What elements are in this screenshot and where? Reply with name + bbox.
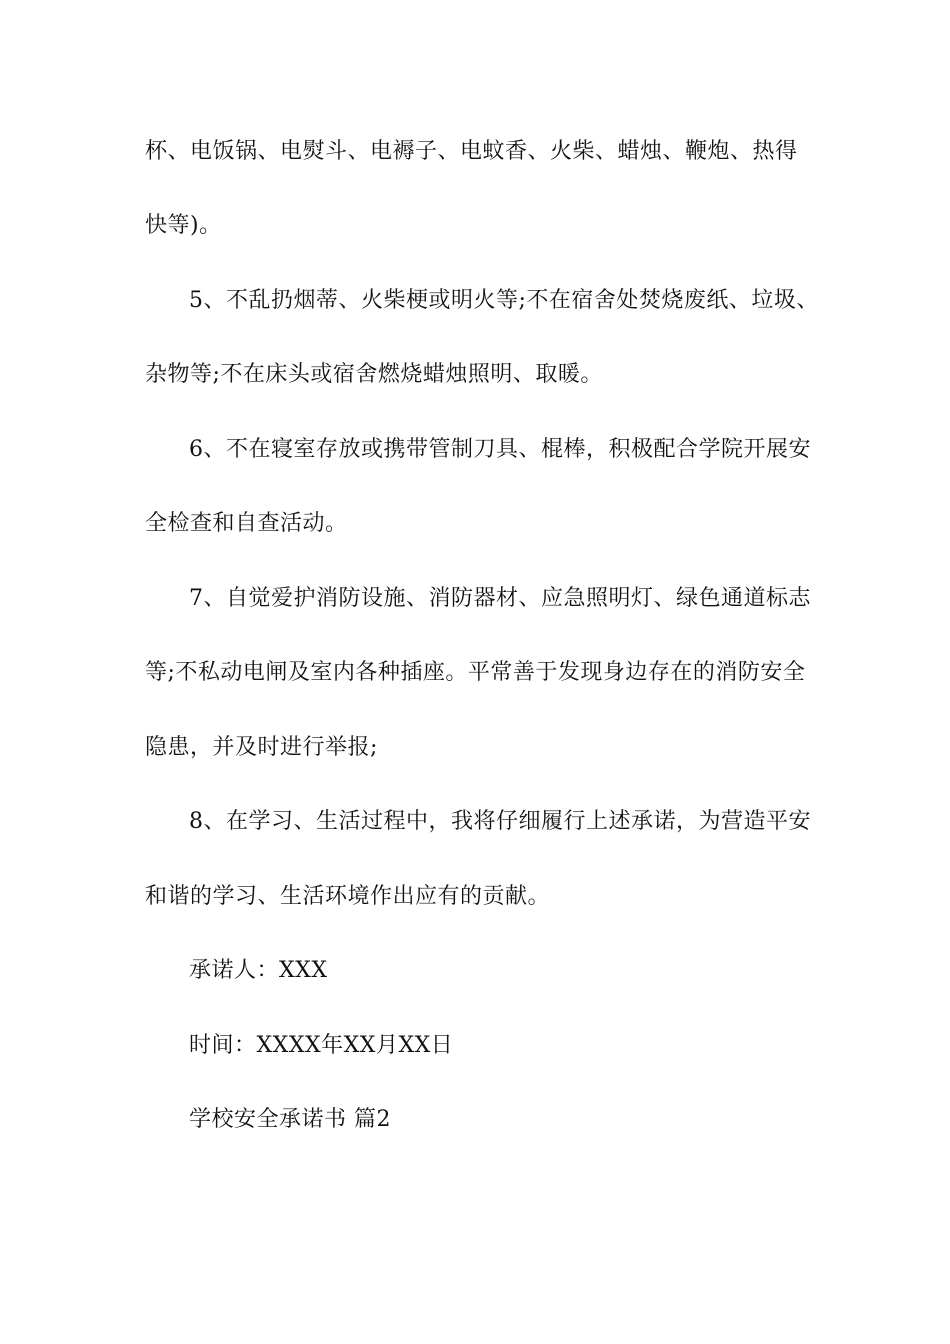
text-line: 和谐的学习、生活环境作出应有的贡献。 [145,884,551,909]
date-line: 时间：XXXX年XX月XX日 [189,1033,454,1058]
text-line: 等;不私动电闸及室内各种插座。平常善于发现身边存在的消防安全 [145,660,806,685]
paragraph-item-5: 5、不乱扔烟蒂、火柴梗或明火等;不在宿舍处焚烧废纸、垃圾、 [189,288,819,313]
section-title: 学校安全承诺书 篇2 [189,1107,391,1132]
text-line: 隐患，并及时进行举报; [145,735,378,760]
text-line: 快等)。 [145,213,222,238]
paragraph-item-8: 8、在学习、生活过程中，我将仔细履行上述承诺，为营造平安 [189,809,811,834]
text-line: 杯、电饭锅、电熨斗、电褥子、电蚊香、火柴、蜡烛、鞭炮、热得 [145,139,798,164]
paragraph-item-6: 6、不在寝室存放或携带管制刀具、棍棒，积极配合学院开展安 [189,437,811,462]
signatory-line: 承诺人：XXX [189,958,328,983]
text-line: 全检查和自查活动。 [145,511,348,536]
text-line: 杂物等;不在床头或宿舍燃烧蜡烛照明、取暖。 [145,362,603,387]
paragraph-item-7: 7、自觉爱护消防设施、消防器材、应急照明灯、绿色通道标志 [189,586,811,611]
